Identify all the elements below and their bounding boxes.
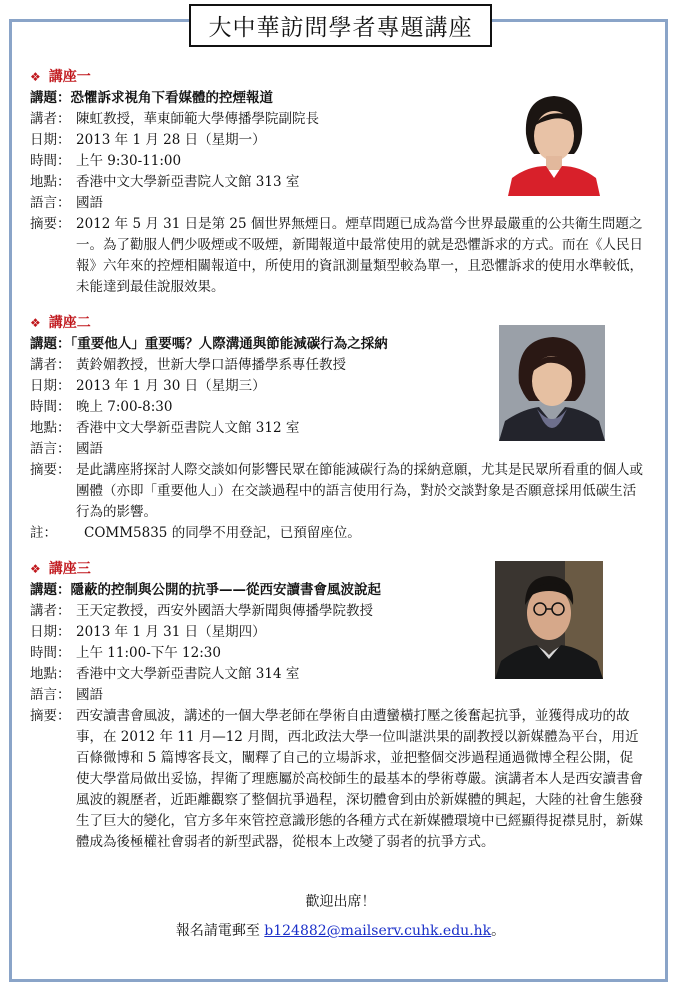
lecture-language: 語言： 國語 [30,687,103,703]
registration-line: 報名請電郵至 b124882@mailserv.cuhk.edu.hk。 [175,923,506,939]
lecture-abstract: 摘要： 西安讀書會風波，講述的一個大學老師在學術自由遭蠻橫打壓之後奮起抗爭，並獲得成功的故事，在 2012 年 11 月—12 月間，西北政法大學一位叫諶洪果的副教授以新媒體為平台，用近百條微博和 5 篇博客長文，闡釋了自己的立場訴求，並把整個交涉過程通過微博全程公開，促使大學當局做出妥協，捍衛了理應屬於高校師生的最基本的學術尊嚴。演講者本人是西安讀書會風波的親歷者，近距離觀察了整個抗爭過程，深切體會到由於新媒體的興起，大陸的社會生態發生了巨大的變化，官方多年來管控意識形態的各種方式在新媒體環境中已經顯得捉襟見肘，新媒體成為後極權社會弱者的新型武器，從根本上改變了弱者的抗爭方式。 [30,708,643,850]
lecture-topic: 講題：「重要他人」重要嗎？人際溝通與節能減碳行為之採納 [30,336,388,352]
speaker-photo-wang-tianding [495,561,603,679]
lecture-language: 語言： 國語 [30,441,103,457]
lecture-date: 日期： 2013 年 1 月 30 日（星期三） [30,378,266,394]
lecture-note: 註： COMM5835 的同學不用登記，已預留座位。 [30,525,361,541]
lecture-date: 日期： 2013 年 1 月 31 日（星期四） [30,624,266,640]
lecture-time: 時間： 晚上 7:00-8:30 [30,399,173,415]
lecture-heading: ❖ 講座一 [30,69,91,85]
lecture-venue: 地點： 香港中文大學新亞書院人文館 313 室 [30,174,300,190]
lecture-speaker: 講者： 王天定教授，西安外國語大學新聞與傳播學院教授 [30,603,373,619]
lecture-time: 時間： 上午 11:00-下午 12:30 [30,645,221,661]
lecture-date: 日期： 2013 年 1 月 28 日（星期一） [30,132,266,148]
registration-email-link[interactable]: b124882@mailserv.cuhk.edu.hk [264,923,492,939]
diamond-icon: ❖ [30,562,41,576]
diamond-icon: ❖ [30,316,41,330]
lecture-venue: 地點： 香港中文大學新亞書院人文館 314 室 [30,666,300,682]
lecture-abstract: 摘要： 是此講座將探討人際交談如何影響民眾在節能減碳行為的採納意願，尤其是民眾所看重的個人或團體（亦即「重要他人」）在交談過程中的語言使用行為，對於交談對象是否願意採用低碳生活行為的影響。 [30,462,643,520]
speaker-photo-chen-hong [508,86,600,196]
diamond-icon: ❖ [30,70,41,84]
welcome-text: 歡迎出席！ [305,894,376,910]
lecture-time: 時間： 上午 9:30-11:00 [30,153,182,169]
speaker-photo-huang-lingmei [499,325,605,441]
lecture-venue: 地點： 香港中文大學新亞書院人文館 312 室 [30,420,300,436]
lecture-heading: ❖ 講座二 [30,315,91,331]
lecture-topic: 講題：恐懼訴求視角下看媒體的控煙報道 [30,90,273,106]
lecture-language: 語言： 國語 [30,195,103,211]
lecture-heading: ❖ 講座三 [30,561,91,577]
poster-title: 大中華訪問學者專題講座 [189,4,492,47]
lecture-topic: 講題：隱蔽的控制與公開的抗爭——從西安讀書會風波說起 [30,582,381,598]
lecture-abstract: 摘要： 2012 年 5 月 31 日是第 25 個世界無煙日。煙草問題已成為當今世界最嚴重的公共衛生問題之一。為了勸服人們少吸煙或不吸煙，新聞報道中最常使用的就是恐懼訴求的方式。而在《人民日報》六年來的控煙相關報道中，所使用的資訊測量類型較為單一，且恐懼訴求的使用水準較低，未能達到最佳說服效果。 [30,216,643,295]
lecture-speaker: 講者： 陳虹教授，華東師範大學傳播學院副院長 [30,111,319,127]
lecture-speaker: 講者： 黃鈴媚教授，世新大學口語傳播學系專任教授 [30,357,346,373]
